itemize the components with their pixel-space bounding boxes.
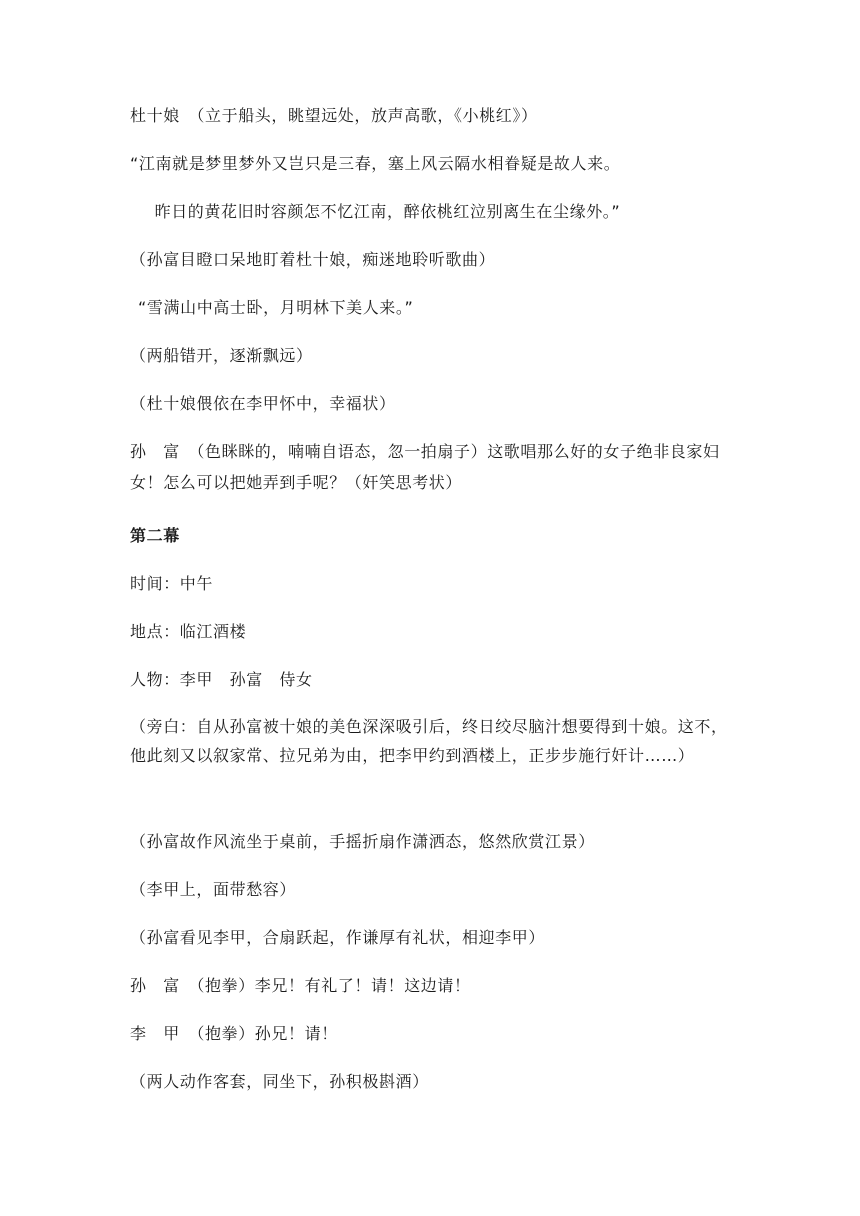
stage-direction-sun-fu-sits: （孙富故作风流坐于桌前，手摇折扇作潇洒态，悠然欣赏江景） (130, 832, 595, 851)
stage-direction-du-shiniang-leans: （杜十娘偎依在李甲怀中，幸福状） (130, 394, 396, 413)
stage-direction-li-jia-enters: （李甲上，面带愁容） (130, 880, 297, 899)
stage-direction-both-sit: （两人动作客套，同坐下，孙积极斟酒） (130, 1072, 429, 1091)
stage-direction-sun-fu-greets: （孙富看见李甲，合扇跃起，作谦厚有礼状，相迎李甲） (130, 928, 546, 947)
dialogue-sun-fu-1: 孙 富 （色眯眯的，喃喃自语态，忽一拍扇子）这歌唱那么好的女子绝非良家妇女！怎么可以把她弄到手呢？（奸笑思考状） (130, 442, 720, 492)
dialogue-sun-fu-2: 孙 富 （抱拳）李兄！有礼了！请！这边请！ (130, 976, 471, 995)
dialogue-li-jia: 李 甲 （抱拳）孙兄！请！ (130, 1024, 338, 1043)
stage-direction-sun-fu-stares: （孙富目瞪口呆地盯着杜十娘，痴迷地聆听歌曲） (130, 250, 496, 269)
narration-paragraph: （旁白：自从孙富被十娘的美色深深吸引后，终日绞尽脑汁想要得到十娘。这不，他此刻又以叙家常、拉兄弟为由，把李甲约到酒楼上，正步步施行奸计……） (130, 717, 728, 765)
stage-direction-du-shiniang-sings: 杜十娘 （立于船头，眺望远处，放声高歌，《小桃红》） (130, 106, 538, 125)
poem-line: “雪满山中高士卧，月明林下美人来。” (138, 298, 414, 317)
scene-characters: 人物：李甲 孙富 侍女 (130, 670, 313, 689)
song-lyric-line-1: “江南就是梦里梦外又岂只是三春，塞上风云隔水相眷疑是故人来。 (130, 154, 621, 173)
scene-location: 地点：临江酒楼 (130, 622, 247, 641)
song-lyric-line-2: 昨日的黄花旧时容颜怎不忆江南，醉依桃红泣别离生在尘缘外。” (138, 202, 621, 221)
act-two-heading: 第二幕 (130, 526, 180, 545)
stage-direction-boats-part: （两船错开，逐渐飘远） (130, 346, 313, 365)
scene-time: 时间：中午 (130, 574, 214, 593)
